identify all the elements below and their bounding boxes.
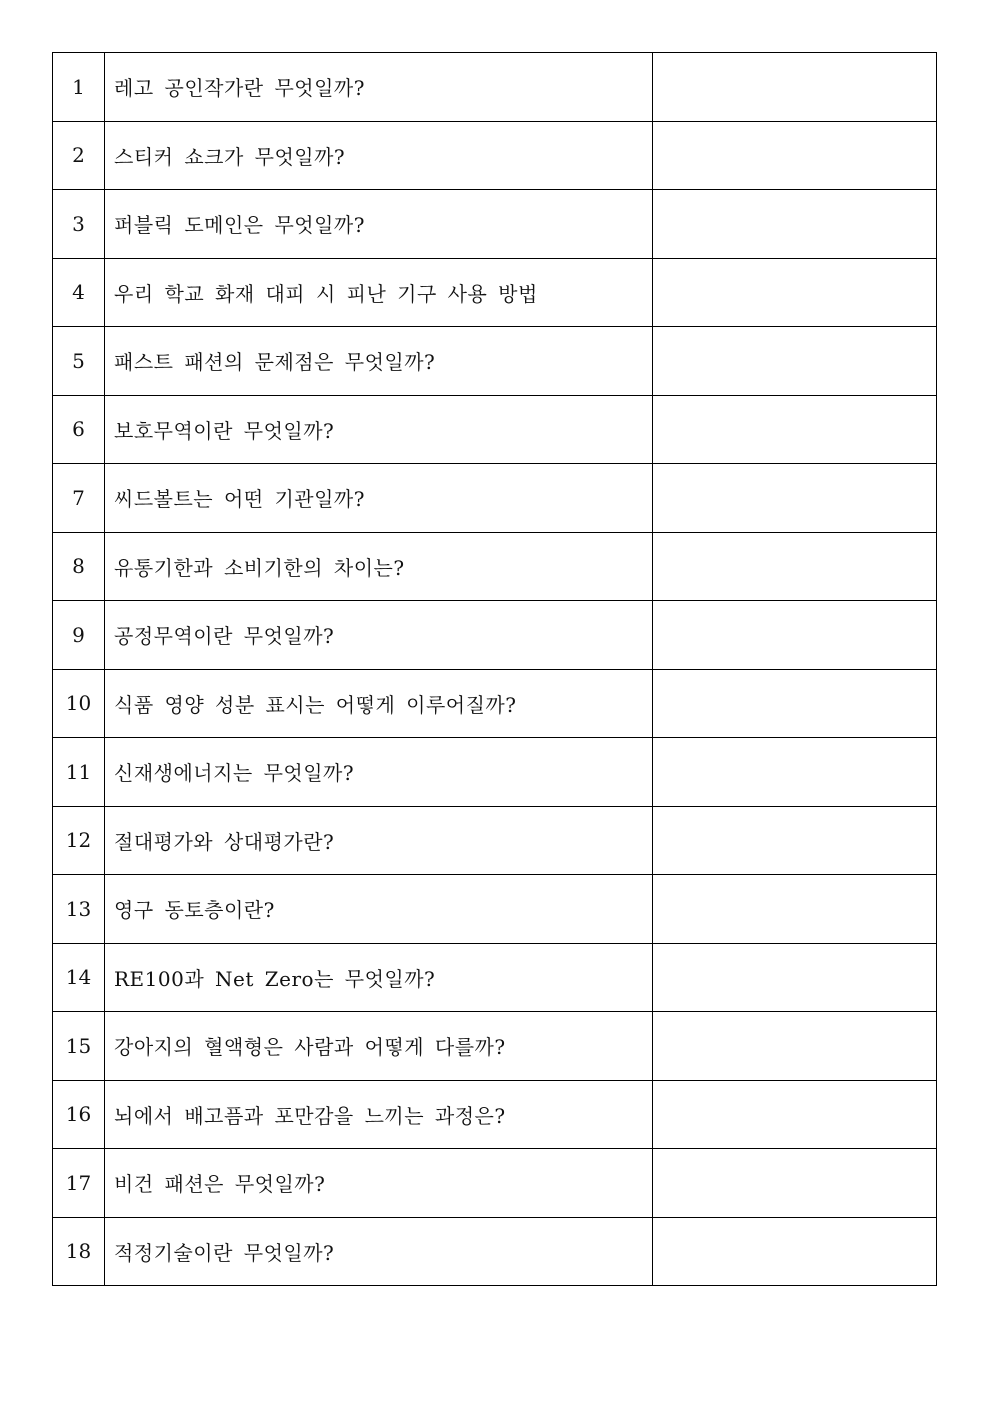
question-number: 2 [53, 121, 105, 190]
question-number: 18 [53, 1217, 105, 1286]
answer-cell[interactable] [653, 395, 937, 464]
question-number: 1 [53, 53, 105, 122]
answer-cell[interactable] [653, 532, 937, 601]
answer-cell[interactable] [653, 943, 937, 1012]
question-number: 9 [53, 601, 105, 670]
answer-cell[interactable] [653, 190, 937, 259]
table-row [53, 1217, 937, 1286]
question-text: 영구 동토층이란? [105, 875, 653, 944]
question-text: 식품 영양 성분 표시는 어떻게 이루어질까? [105, 669, 653, 738]
question-number: 7 [53, 464, 105, 533]
question-number: 10 [53, 669, 105, 738]
question-number: 5 [53, 327, 105, 396]
question-text: 적정기술이란 무엇일까? [105, 1217, 653, 1286]
table-row [53, 875, 937, 944]
question-text: 스티커 쇼크가 무엇일까? [105, 121, 653, 190]
table-row [53, 1149, 937, 1218]
table-row [53, 258, 937, 327]
question-text: 강아지의 혈액형은 사람과 어떻게 다를까? [105, 1012, 653, 1081]
question-table [52, 52, 937, 1286]
answer-cell[interactable] [653, 601, 937, 670]
answer-cell[interactable] [653, 53, 937, 122]
table-row [53, 1080, 937, 1149]
question-text: 패스트 패션의 문제점은 무엇일까? [105, 327, 653, 396]
table-row [53, 121, 937, 190]
question-number: 6 [53, 395, 105, 464]
table-row [53, 1012, 937, 1081]
answer-cell[interactable] [653, 121, 937, 190]
question-text: 씨드볼트는 어떤 기관일까? [105, 464, 653, 533]
question-text: 비건 패션은 무엇일까? [105, 1149, 653, 1218]
answer-cell[interactable] [653, 875, 937, 944]
table-row [53, 190, 937, 259]
question-text: 공정무역이란 무엇일까? [105, 601, 653, 670]
table-row [53, 738, 937, 807]
question-text: 유통기한과 소비기한의 차이는? [105, 532, 653, 601]
table-row [53, 806, 937, 875]
table-row [53, 395, 937, 464]
question-number: 4 [53, 258, 105, 327]
answer-cell[interactable] [653, 1080, 937, 1149]
table-row [53, 669, 937, 738]
question-number: 3 [53, 190, 105, 259]
table-row [53, 327, 937, 396]
question-text: 신재생에너지는 무엇일까? [105, 738, 653, 807]
question-number: 15 [53, 1012, 105, 1081]
question-sheet [52, 52, 926, 1286]
question-text: 퍼블릭 도메인은 무엇일까? [105, 190, 653, 259]
answer-cell[interactable] [653, 464, 937, 533]
question-number: 11 [53, 738, 105, 807]
question-number: 13 [53, 875, 105, 944]
answer-cell[interactable] [653, 1012, 937, 1081]
question-text: 보호무역이란 무엇일까? [105, 395, 653, 464]
question-number: 8 [53, 532, 105, 601]
question-text: RE100과 Net Zero는 무엇일까? [105, 943, 653, 1012]
question-table-body [53, 53, 937, 1286]
answer-cell[interactable] [653, 1217, 937, 1286]
question-number: 16 [53, 1080, 105, 1149]
answer-cell[interactable] [653, 327, 937, 396]
question-number: 14 [53, 943, 105, 1012]
question-text: 우리 학교 화재 대피 시 피난 기구 사용 방법 [105, 258, 653, 327]
question-text: 절대평가와 상대평가란? [105, 806, 653, 875]
table-row [53, 53, 937, 122]
table-row [53, 601, 937, 670]
question-number: 17 [53, 1149, 105, 1218]
answer-cell[interactable] [653, 738, 937, 807]
question-text: 레고 공인작가란 무엇일까? [105, 53, 653, 122]
answer-cell[interactable] [653, 669, 937, 738]
question-text: 뇌에서 배고픔과 포만감을 느끼는 과정은? [105, 1080, 653, 1149]
answer-cell[interactable] [653, 258, 937, 327]
question-number: 12 [53, 806, 105, 875]
table-row [53, 943, 937, 1012]
table-row [53, 532, 937, 601]
answer-cell[interactable] [653, 806, 937, 875]
table-row [53, 464, 937, 533]
answer-cell[interactable] [653, 1149, 937, 1218]
